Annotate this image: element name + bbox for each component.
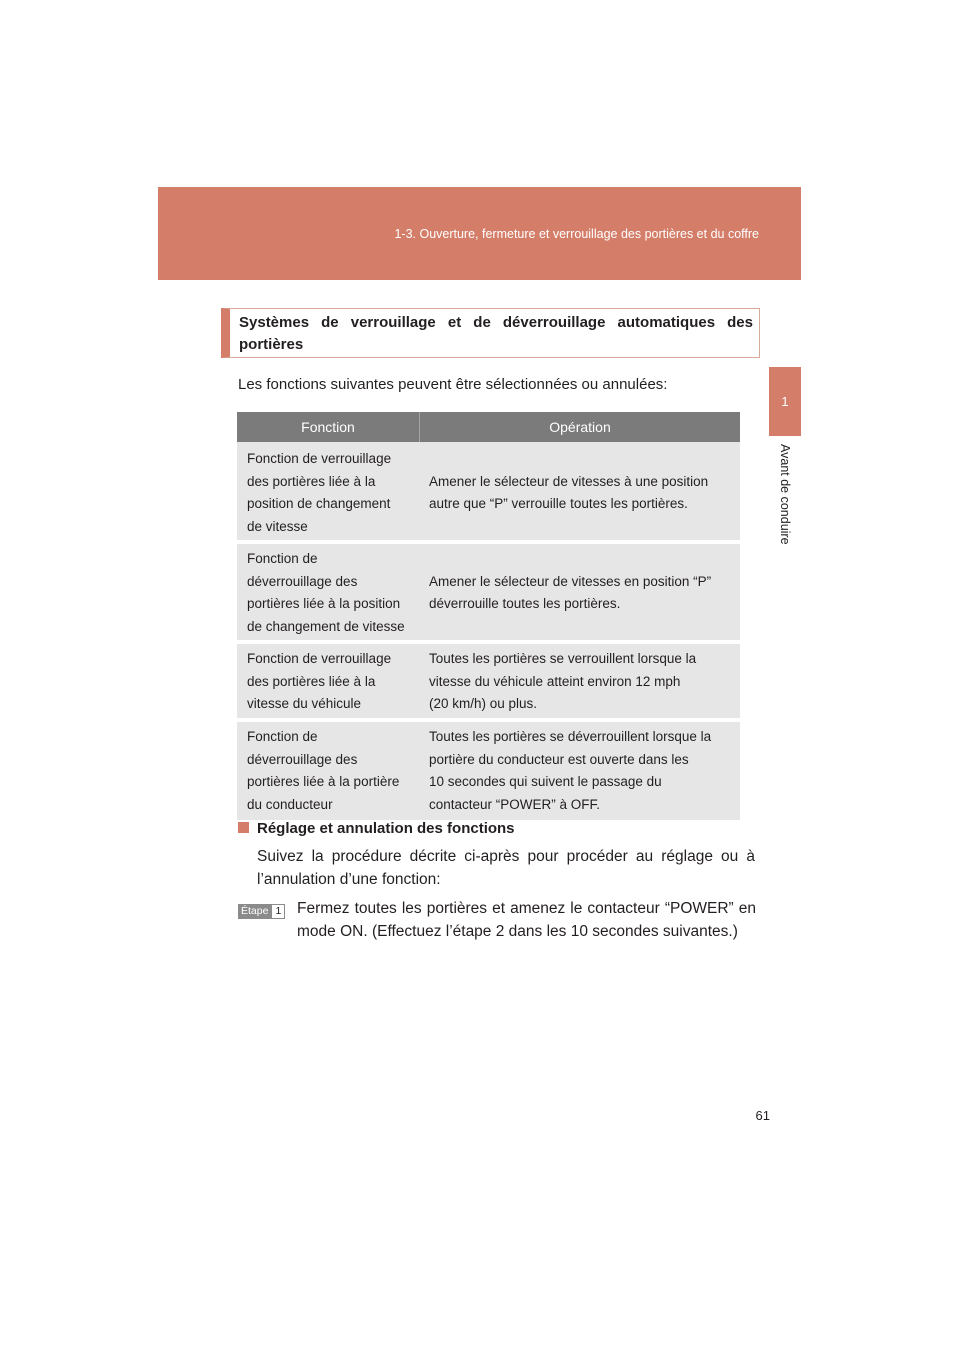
column-header-operation: Opération (549, 419, 611, 435)
section-heading-box (221, 308, 760, 358)
step-label: Étape (238, 904, 271, 919)
subsection-title: Réglage et annulation des fonctions (257, 820, 515, 837)
function-cell: Fonction de verrouillage des portières liée à la vitesse du véhicule (247, 651, 392, 711)
operation-cell: Amener le sélecteur de vitesses en position “P” déverrouille toutes les portières. (429, 573, 712, 611)
step-text: Fermez toutes les portières et amenez le contacteur “POWER” en mode ON. (Effectuez l’étape 2 dans les 10 secondes suivantes.) (297, 900, 756, 940)
operation-cell: Toutes les portières se déverrouillent lorsque la portière du conducteur est ouverte dans les 10 secondes qui suivent le passage du contacteur “POWER” à OFF. (429, 729, 712, 812)
operation-cell: Toutes les portières se verrouillent lorsque la vitesse du véhicule atteint environ 12 mph (20 km/h) ou plus. (429, 651, 697, 711)
page-number: 61 (755, 1108, 770, 1123)
side-tab-number: 1 (781, 394, 789, 409)
table-row (237, 644, 740, 718)
step-badge (238, 904, 285, 919)
subsection-paragraph: Suivez la procédure décrite ci-après pour procéder au réglage ou à l’annulation d’une fonction: (257, 848, 755, 888)
section-title: Systèmes de verrouillage et de déverrouillage automatiques des portières (239, 314, 753, 353)
table-header (237, 412, 740, 442)
table-row (237, 722, 740, 820)
intro-text: Les fonctions suivantes peuvent être sélectionnées ou annulées: (238, 376, 668, 393)
table-row (237, 544, 740, 640)
side-tab-label: Avant de conduire (778, 444, 792, 545)
square-bullet-icon (238, 822, 249, 833)
step-number: 1 (271, 904, 285, 919)
function-cell: Fonction de déverrouillage des portières liée à la portière du conducteur (247, 729, 400, 812)
chapter-title: 1-3. Ouverture, fermeture et verrouillage des portières et du coffre (394, 227, 759, 241)
subsection-heading (238, 820, 515, 837)
functions-table (237, 412, 740, 820)
column-header-function: Fonction (237, 412, 420, 442)
operation-cell: Amener le sélecteur de vitesses à une position autre que “P” verrouille toutes les portières. (429, 473, 709, 511)
function-cell: Fonction de verrouillage des portières liée à la position de changement de vitesse (247, 451, 392, 534)
table-row (237, 442, 740, 540)
chapter-header (158, 187, 801, 280)
function-cell: Fonction de déverrouillage des portières liée à la position de changement de vitesse (247, 551, 405, 634)
